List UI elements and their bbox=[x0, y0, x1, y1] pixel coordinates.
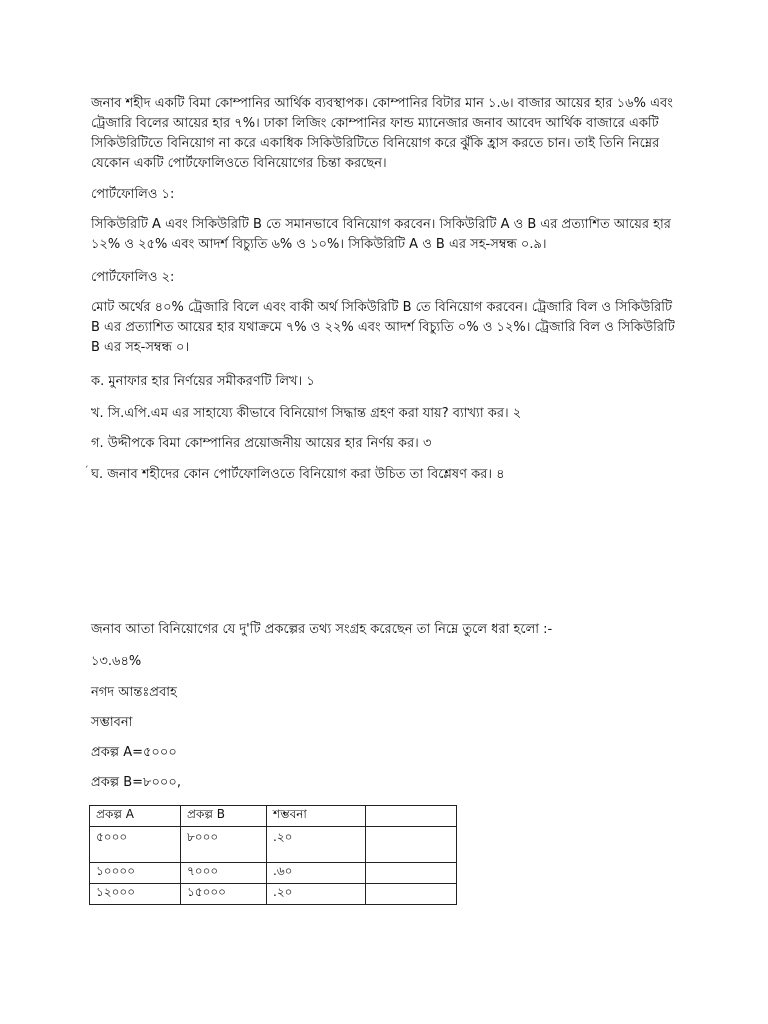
probability-table bbox=[89, 805, 457, 905]
table-cell bbox=[366, 863, 457, 884]
table-header-cell: প্রকল্প B bbox=[181, 806, 267, 827]
question2-line-probability: সম্ভাবনা bbox=[91, 715, 133, 730]
portfolio2-heading: পোর্টফোলিও ২: bbox=[91, 270, 175, 285]
table-cell: .২০ bbox=[267, 884, 366, 905]
table-cell: .৬০ bbox=[267, 863, 366, 884]
portfolio1-body bbox=[91, 215, 681, 255]
question1-stem bbox=[91, 94, 681, 174]
portfolio1-heading: পোর্টফোলিও ১: bbox=[91, 187, 175, 202]
table-header-cell: প্রকল্প A bbox=[90, 806, 181, 827]
table-cell: .২০ bbox=[267, 827, 366, 863]
question2-line-project-b: প্রকল্প B=৮০০০, bbox=[91, 775, 181, 790]
table-cell: ১০০০০ bbox=[90, 863, 181, 884]
table-header-cell: শম্ভবনা bbox=[267, 806, 366, 827]
question-ga: গ. উদ্দীপকে বিমা কোম্পানির প্রয়োজনীয় আয়ের হার নির্ণয় কর। ৩ bbox=[91, 436, 432, 451]
table-row bbox=[90, 884, 457, 905]
table-row bbox=[90, 827, 457, 863]
table-cell: ১২০০০ bbox=[90, 884, 181, 905]
table-row bbox=[90, 863, 457, 884]
table-cell: ৫০০০ bbox=[90, 827, 181, 863]
portfolio1-body-text: সিকিউরিটি A এবং সিকিউরিটি B তে সমানভাবে বিনিয়োগ করবেন। সিকিউরিটি A ও B এর প্রত্যাশিত আয়ের হার ১২% ও ২৫% এবং আদর্শ বিচ্যুতি ৬% ও ১০%। সিকিউরিটি A ও B এর সহ-সম্বন্ধ ০.৯। bbox=[91, 217, 671, 252]
question-ka: ক. মুনাফার হার নির্ণয়ের সমীকরণটি লিখ। ১ bbox=[91, 374, 315, 389]
table-header-cell bbox=[366, 806, 457, 827]
question2-line-cashflow: নগদ আন্তঃপ্রবাহ bbox=[91, 685, 177, 700]
question-kha: খ. সি.এপি.এম এর সাহায্যে কীভাবে বিনিয়োগ সিদ্ধান্ত গ্রহণ করা যায়? ব্যাখ্যা কর। ২ bbox=[91, 406, 522, 421]
question2-line-rate: ১৩.৬৪% bbox=[91, 654, 142, 669]
table-cell: ১৫০০০ bbox=[181, 884, 267, 905]
question2-intro: জনাব আতা বিনিয়োগের যে দু'টি প্রকল্পের তথ্য সংগ্রহ করেছেন তা নিম্নে তুলে ধরা হলো :- bbox=[91, 622, 553, 637]
table-cell: ৭০০০ bbox=[181, 863, 267, 884]
table-header-row bbox=[90, 806, 457, 827]
question1-stem-text: জনাব শহীদ একটি বিমা কোম্পানির আর্থিক ব্যবস্থাপক। কোম্পানির বিটার মান ১.৬। বাজার আয়ের হার ১৬% এবং ট্রেজারি বিলের আয়ের হার ৭%। ঢাকা লিজিং কোম্পানির ফান্ড ম্যানেজার জনাব আবেদ আর্থিক বাজারে একটি সিকিউরিটিতে বিনিয়োগ না করে একাধিক সিকিউরিটিতে বিনিয়োগ করে ঝুঁকি হ্রাস করতে চান। তাই তিনি নিম্নের যেকোন একটি পোর্টফোলিওতে বিনিয়োগের চিন্তা করছেন। bbox=[91, 96, 673, 171]
question2-line-project-a: প্রকল্প A=৫০০০ bbox=[91, 745, 177, 760]
table-cell: ৮০০০ bbox=[181, 827, 267, 863]
table-cell bbox=[366, 884, 457, 905]
portfolio2-body bbox=[91, 298, 681, 358]
question-gha: ঘ. জনাব শহীদের কোন পোর্টফোলিওতে বিনিয়োগ করা উচিত তা বিশ্লেষণ কর। ৪ bbox=[91, 467, 505, 482]
table-cell bbox=[366, 827, 457, 863]
stray-mark: ´ bbox=[84, 466, 89, 476]
portfolio2-body-text: মোট অর্থের ৪০% ট্রেজারি বিলে এবং বাকী অর্থ সিকিউরিটি B তে বিনিয়োগ করবেন। ট্রেজারি বিল ও সিকিউরিটি B এর প্রত্যাশিত আয়ের হার যথাক্রমে ৭% ও ২২% এবং আদর্শ বিচ্যুতি ০% ও ১২%। ট্রেজারি বিল ও সিকিউরিটি B এর সহ-সম্বন্ধ ০। bbox=[91, 300, 675, 355]
